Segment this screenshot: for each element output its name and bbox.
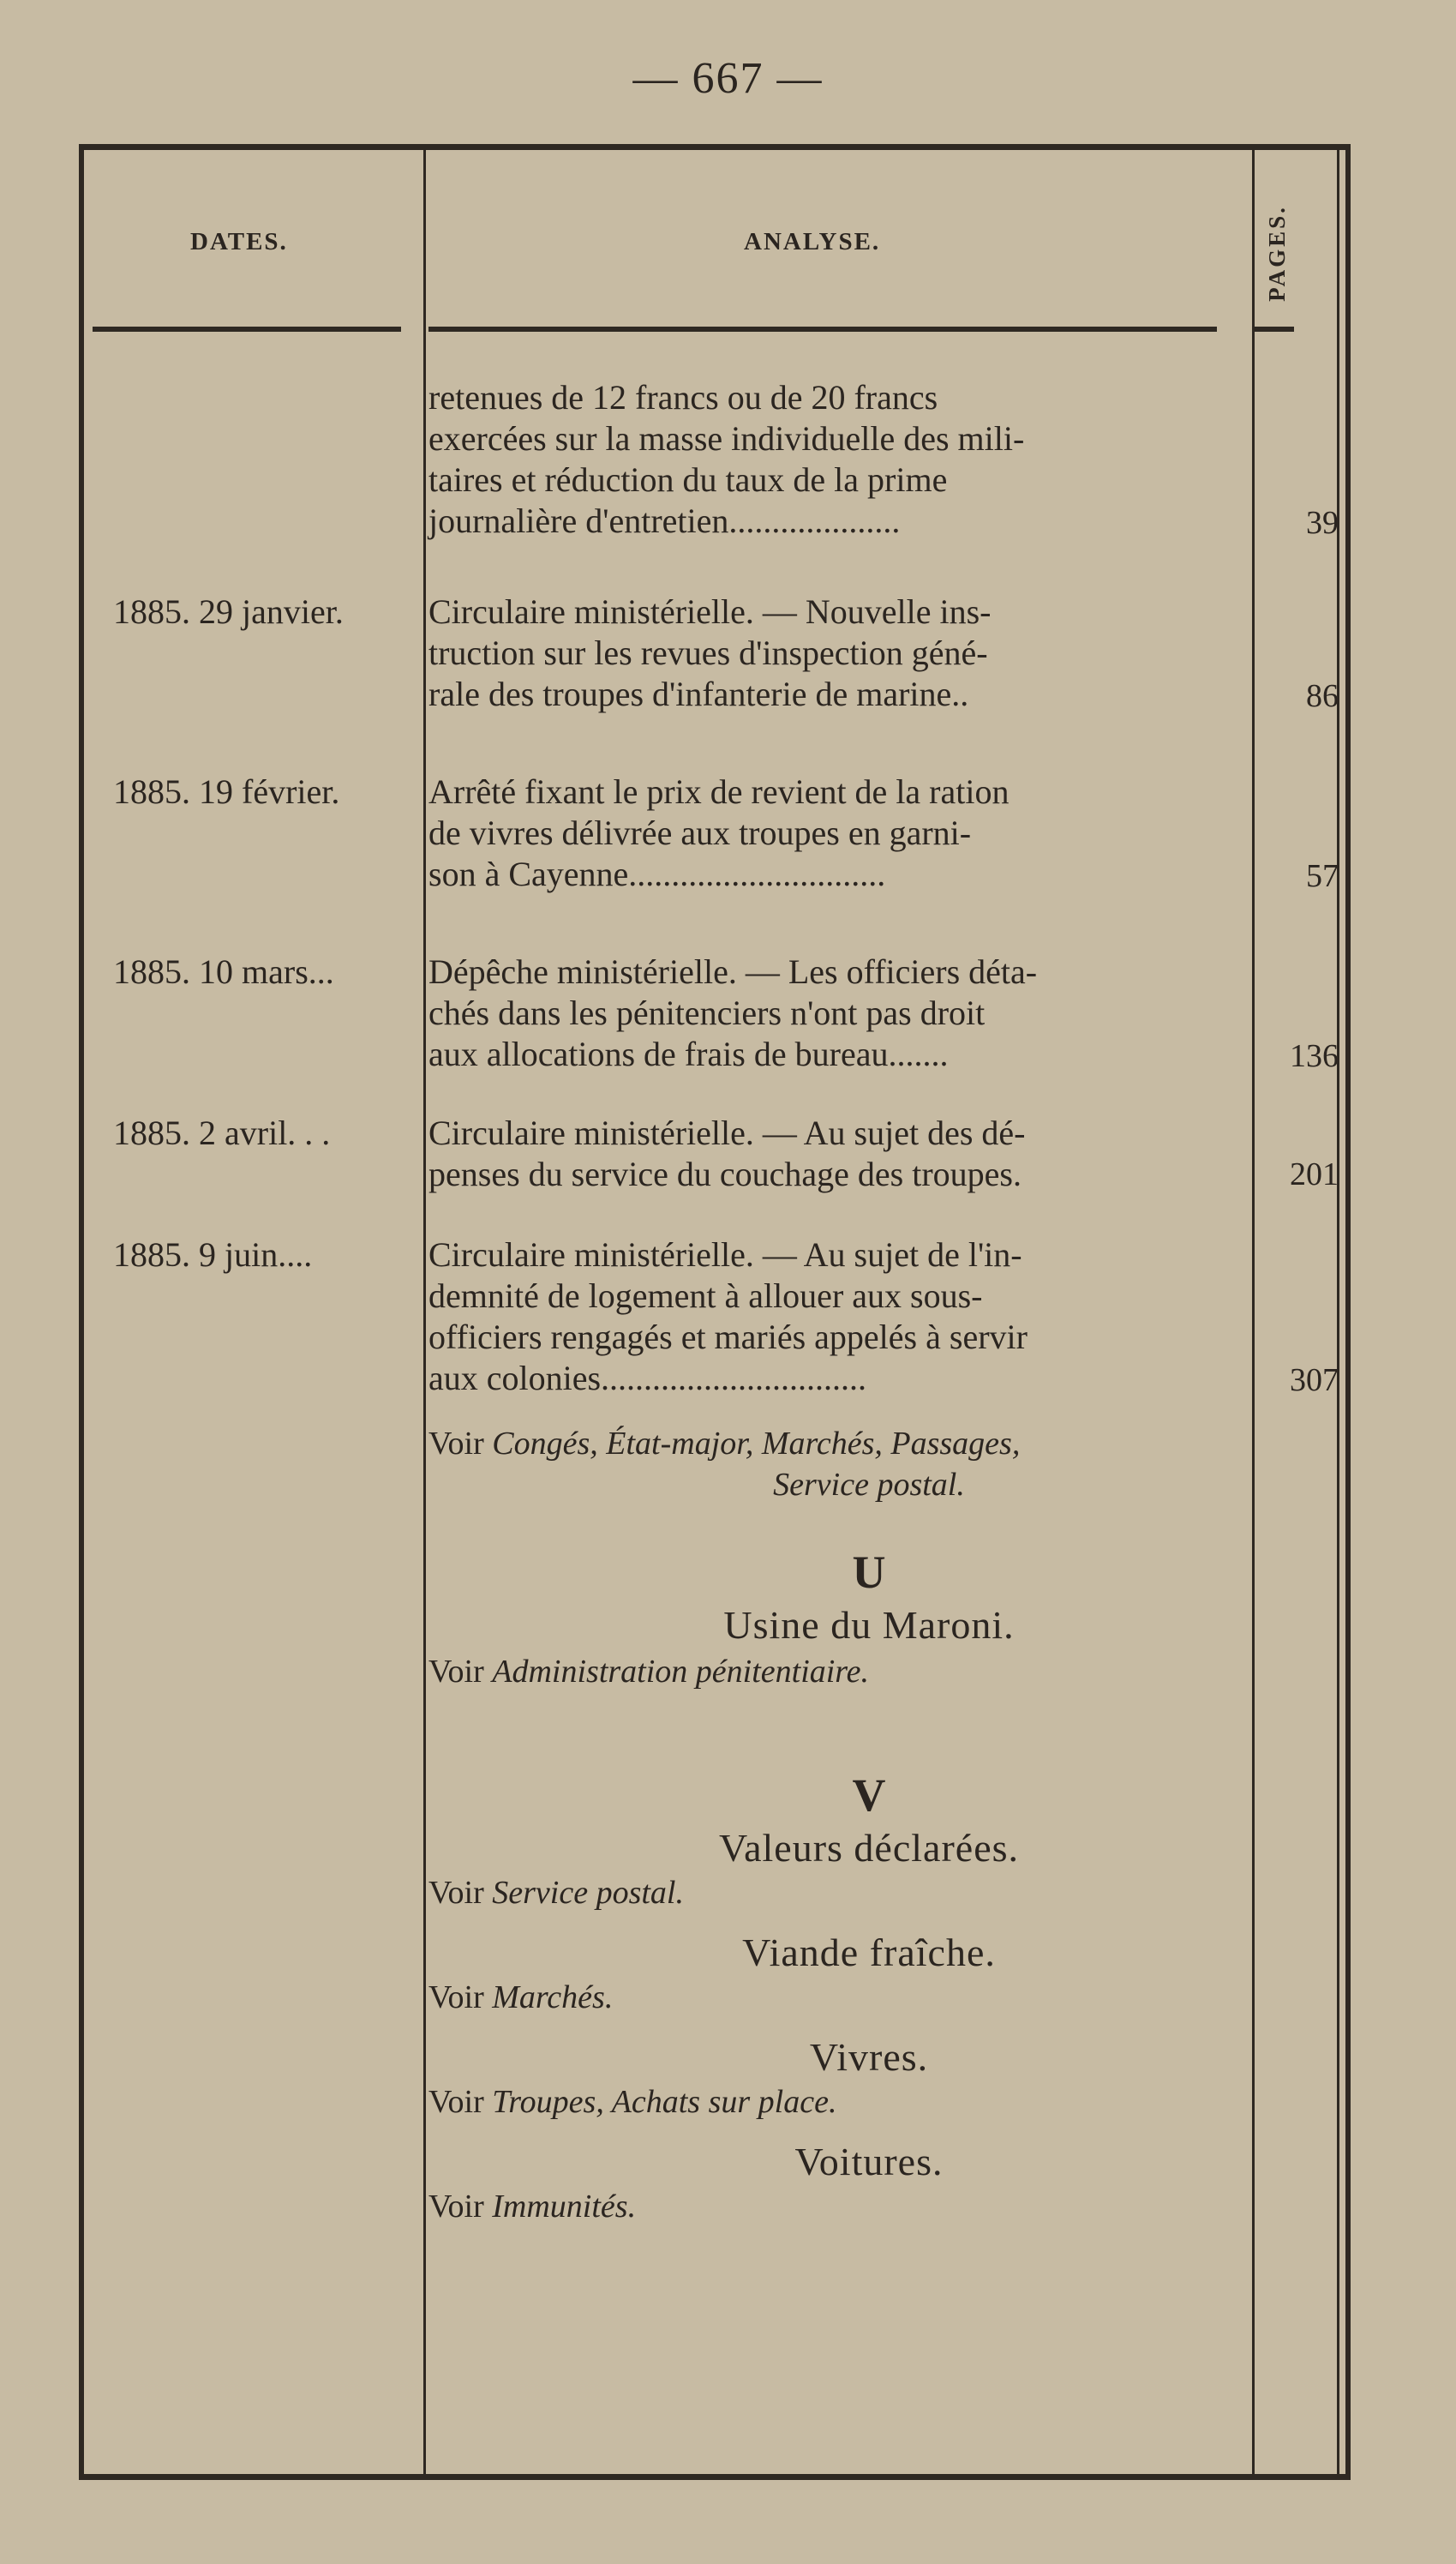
header-rule-analyse — [428, 327, 1217, 332]
section-letter: V — [852, 1769, 886, 1821]
column-divider-dates — [423, 150, 426, 2474]
entry-text: Circulaire ministérielle. — Nouvelle ins- truction sur les revues d'inspection géné- rale des troupes d'infanterie de marine.. — [428, 592, 992, 713]
entry-text: retenues de 12 francs ou de 20 francs exercées sur la masse individuelle des mili- taires et réduction du taux de la prime journalière d'entretien.................... — [428, 378, 1025, 540]
entry-date: 1885. 29 janvier. — [113, 592, 344, 631]
page-number: — 667 — — [632, 54, 824, 103]
section-letter: U — [852, 1546, 886, 1598]
entry-page: 201 — [1290, 1156, 1339, 1192]
header-dates: DATES. — [190, 228, 288, 255]
voir-references-continued: Service postal. — [773, 1467, 965, 1503]
voir-reference: Troupes, Achats sur place. — [492, 2084, 837, 2120]
entry-date: 1885. 2 avril. . . — [113, 1114, 331, 1152]
voir-reference: Marchés. — [492, 1979, 614, 2015]
index-heading: Voitures. — [794, 2140, 944, 2183]
voir-prefix: Voir — [428, 1426, 493, 1462]
voir-prefix: Voir — [428, 1979, 493, 2015]
header-pages: PAGES. — [1263, 204, 1290, 302]
entry-text: Dépêche ministérielle. — Les officiers déta- chés dans les pénitenciers n'ont pas droit aux allocations de frais de bureau....... — [428, 952, 1038, 1073]
entry-text: Circulaire ministérielle. — Au sujet de l'in- demnité de logement à allouer aux sous- officiers rengagés et mariés appelés à servir aux colonies............................... — [428, 1235, 1028, 1397]
index-heading: Viande fraîche. — [742, 1931, 996, 1974]
voir-references: Congés, État-major, Marchés, Passages, — [492, 1426, 1021, 1462]
entry-page: 86 — [1306, 678, 1339, 714]
voir-reference: Administration pénitentiaire. — [492, 1654, 870, 1690]
column-divider-pages — [1337, 150, 1339, 2474]
entry-page: 57 — [1306, 858, 1339, 894]
entry-text: Circulaire ministérielle. — Au sujet des dé- penses du service du couchage des troupes. — [428, 1114, 1026, 1193]
voir-prefix: Voir — [428, 1654, 493, 1690]
entry-text: Arrêté fixant le prix de revient de la ration de vivres délivrée aux troupes en garni- son à Cayenne.............................. — [428, 772, 1010, 893]
header-rule-dates — [93, 327, 401, 332]
header-analyse: ANALYSE. — [744, 228, 881, 255]
entry-page: 136 — [1290, 1038, 1339, 1074]
header-rule-pages — [1253, 327, 1294, 332]
entry-date: 1885. 19 février. — [113, 772, 340, 811]
entry-page: 39 — [1306, 505, 1339, 541]
index-heading: Valeurs déclarées. — [718, 1826, 1020, 1870]
entry-date: 1885. 10 mars... — [113, 952, 334, 991]
entry-page: 307 — [1290, 1362, 1339, 1398]
index-heading: Vivres. — [809, 2035, 929, 2079]
entry-date: 1885. 9 juin.... — [113, 1235, 313, 1274]
voir-prefix: Voir — [428, 2084, 493, 2120]
voir-reference: Immunités. — [492, 2189, 637, 2225]
index-heading: Usine du Maroni. — [723, 1603, 1015, 1647]
voir-prefix: Voir — [428, 2189, 493, 2225]
voir-reference: Service postal. — [492, 1875, 684, 1911]
voir-prefix: Voir — [428, 1875, 493, 1911]
